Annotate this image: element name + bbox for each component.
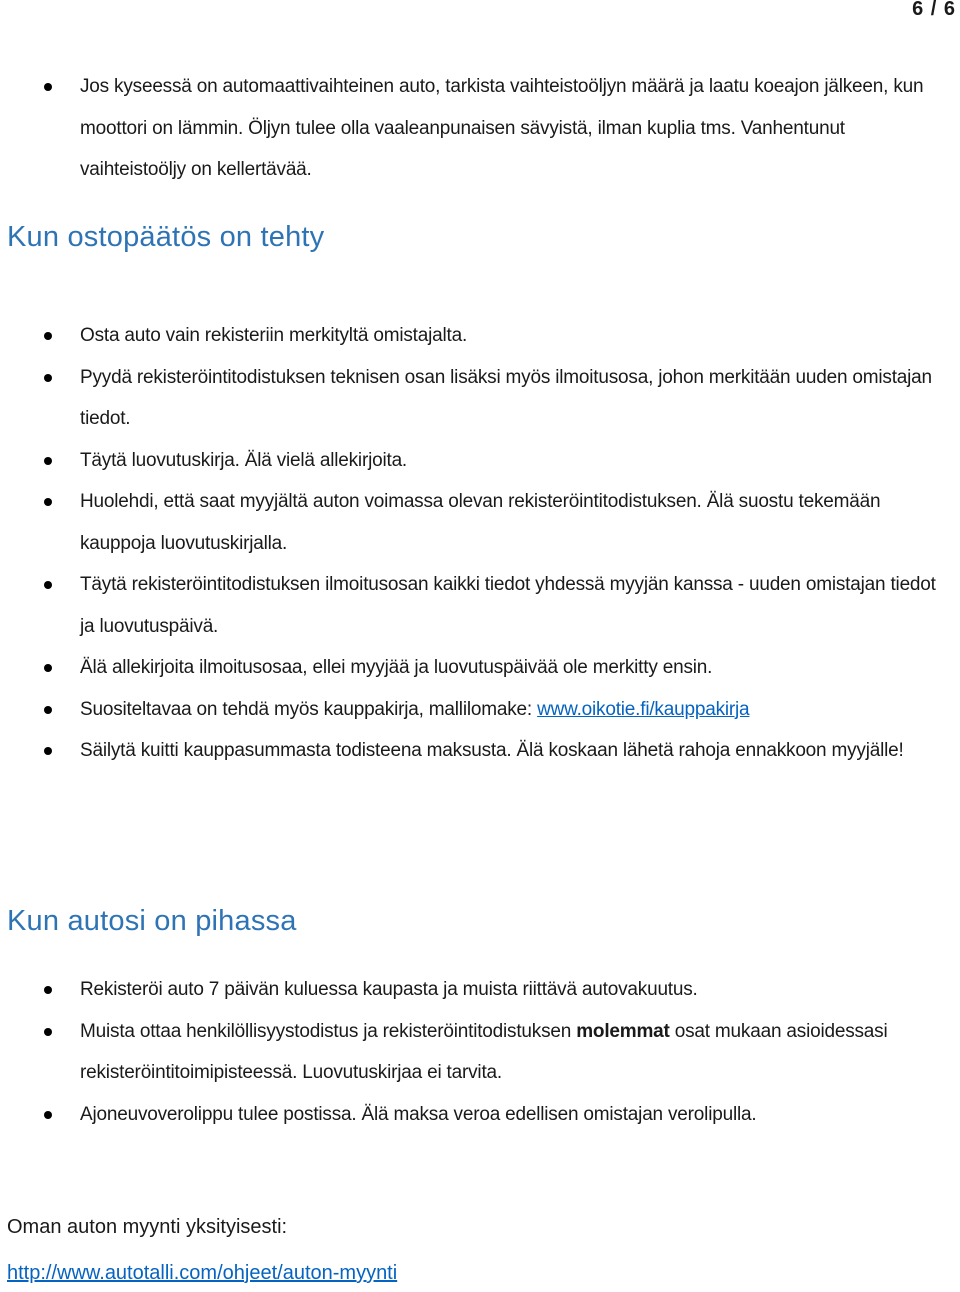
- list-item: [0, 689, 940, 731]
- list-item-text: Huolehdi, että saat myyjältä auton voimassa olevan rekisteröintitodistuksen. Älä suostu tekemään kauppoja luovutuskirjalla.: [80, 491, 881, 554]
- list-item-text: Älä allekirjoita ilmoitusosaa, ellei myyjää ja luovutuspäivää ole merkitty ensin.: [80, 657, 713, 678]
- list-item: [0, 315, 940, 357]
- list-item: [0, 357, 940, 440]
- bullet-icon: [44, 747, 52, 755]
- heading-home: Kun autosi on pihassa: [7, 905, 297, 937]
- list-item-text: Täytä luovutuskirja. Älä vielä allekirjoita.: [80, 449, 408, 471]
- list-item-text: Rekisteröi auto 7 päivän kuluessa kaupasta ja muista riittävä autovakuutus.: [80, 979, 698, 1000]
- list-item: [0, 66, 940, 191]
- list-item: [0, 440, 940, 482]
- list-item-text: osat mukaan asioidessasi rekisteröintitoimipisteessä. Luovutuskirjaa ei tarvita.: [80, 1020, 888, 1083]
- list-item-text: Täytä rekisteröintitodistuksen ilmoitusosan kaikki tiedot yhdessä myyjän kanssa - uuden omistajan tiedot ja luovutuspäivä.: [80, 574, 936, 637]
- list-item-text: Pyydä rekisteröintitodistuksen teknisen osan lisäksi myös ilmoitusosa, johon merkitään uuden omistajan tiedot.: [80, 366, 932, 429]
- bullet-icon: [44, 581, 52, 589]
- home-list: [0, 969, 940, 1135]
- list-item: [0, 730, 940, 772]
- page-number: 6 / 6: [912, 0, 956, 20]
- emphasis-text: molemmat: [576, 1020, 670, 1042]
- bullet-icon: [44, 457, 52, 465]
- footer-label: Oman auton myynti yksityisesti:: [7, 1216, 288, 1238]
- bullet-icon: [44, 83, 52, 91]
- bullet-icon: [44, 664, 52, 672]
- intro-list: [0, 66, 940, 191]
- bullet-icon: [44, 332, 52, 340]
- list-item-text: Säilytä kuitti kauppasummasta todisteena maksusta. Älä koskaan lähetä rahoja ennakkoon myyjälle!: [80, 740, 904, 761]
- list-item-text: Muista ottaa henkilöllisyystodistus ja rekisteröintitodistuksen: [80, 1020, 577, 1042]
- bullet-icon: [44, 374, 52, 382]
- list-item: [0, 564, 940, 647]
- bullet-icon: [44, 1028, 52, 1036]
- list-item: [0, 647, 940, 689]
- list-item: [0, 1094, 940, 1136]
- list-item: [0, 1011, 940, 1094]
- purchase-list: [0, 315, 940, 772]
- list-item: [0, 969, 940, 1011]
- bullet-icon: [44, 986, 52, 994]
- footer-link[interactable]: http://www.autotalli.com/ohjeet/auton-myynti: [7, 1262, 398, 1284]
- list-item: [0, 481, 940, 564]
- bullet-icon: [44, 498, 52, 506]
- bullet-icon: [44, 706, 52, 714]
- contract-template-link[interactable]: www.oikotie.fi/kauppakirja: [537, 698, 750, 720]
- bullet-icon: [44, 1111, 52, 1119]
- list-item-text: Suositeltavaa on tehdä myös kauppakirja, mallilomake:: [80, 698, 538, 720]
- list-item-text: Ajoneuvoverolippu tulee postissa. Älä maksa veroa edellisen omistajan verolipulla.: [80, 1103, 757, 1125]
- heading-purchase: Kun ostopäätös on tehty: [7, 221, 325, 253]
- list-item-text: Osta auto vain rekisteriin merkityltä omistajalta.: [80, 325, 468, 346]
- list-item-text: Jos kyseessä on automaattivaihteinen auto, tarkista vaihteistoöljyn määrä ja laatu koeajon jälkeen, kun moottori on lämmin. Öljyn tulee olla vaaleanpunaisen sävyistä, ilman kuplia tms. Vanhentunut vaihteistoöljy on kellertävää.: [80, 76, 924, 180]
